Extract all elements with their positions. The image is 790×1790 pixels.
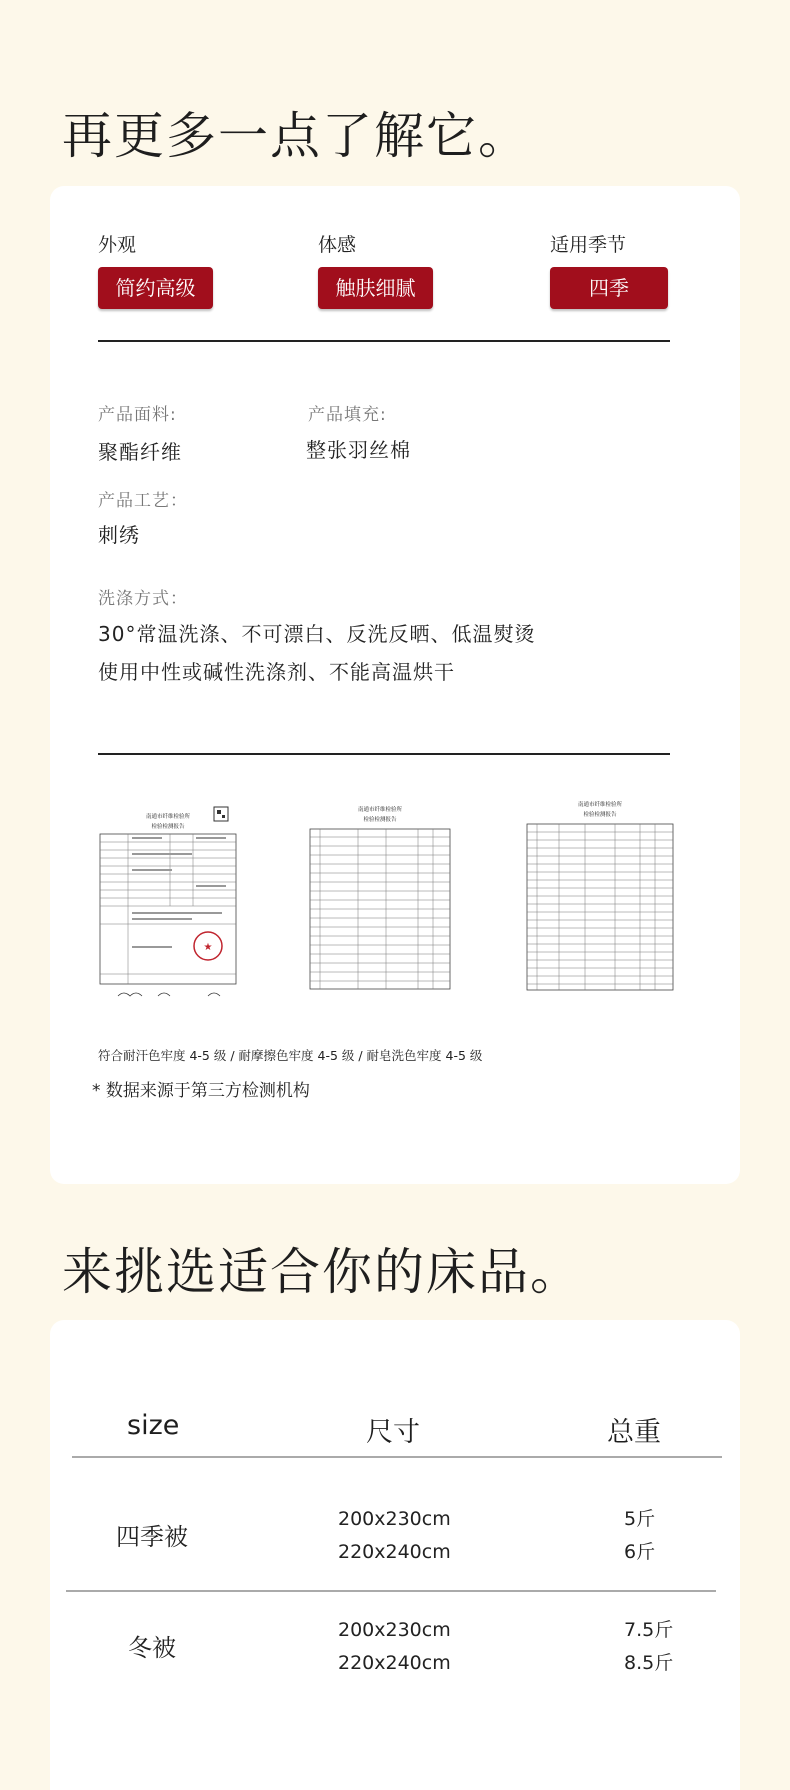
weight-value: 8.5斤 <box>624 1652 674 1674</box>
craft-value: 刺绣 <box>98 523 140 547</box>
divider <box>98 753 670 755</box>
weight-value: 5斤 <box>624 1508 656 1530</box>
report-subtitle: 检验检测报告 <box>363 817 397 823</box>
header-dimensions: 尺寸 <box>366 1417 420 1448</box>
row-divider <box>66 1590 716 1592</box>
fill-value: 整张羽丝棉 <box>306 438 411 462</box>
color-fastness-note: 符合耐汗色牢度 4-5 级 / 耐摩擦色牢度 4-5 级 / 耐皂洗色牢度 4-5 级 <box>98 1048 483 1063</box>
size-table-card <box>50 1320 740 1790</box>
feature-label: 外观 <box>98 234 137 256</box>
test-report-image-2 <box>308 801 453 1001</box>
fabric-label: 产品面料: <box>98 405 177 425</box>
feature-tag: 简约高级 <box>98 267 213 309</box>
row-weights <box>624 1503 655 1569</box>
product-details-card <box>50 186 740 1184</box>
dimension-value: 220x240cm <box>338 1541 451 1563</box>
row-weights <box>624 1614 673 1680</box>
wash-label: 洗涤方式： <box>98 589 188 609</box>
feature-label: 适用季节 <box>550 234 627 256</box>
row-name-winter: 冬被 <box>128 1634 176 1662</box>
report-title: 南通市纤维检验所 <box>145 814 191 820</box>
weight-value: 6斤 <box>624 1541 656 1563</box>
section-title-choose-bedding: 来挑选适合你的床品。 <box>62 1243 582 1301</box>
data-source-note: * 数据来源于第三方检测机构 <box>92 1081 310 1101</box>
section-title-learn-more: 再更多一点了解它。 <box>62 107 530 165</box>
dimension-value: 220x240cm <box>338 1652 451 1674</box>
weight-value: 7.5斤 <box>624 1619 674 1641</box>
dimension-value: 200x230cm <box>338 1619 451 1641</box>
row-dimensions <box>338 1503 451 1569</box>
test-report-image-1 <box>98 806 238 1006</box>
svg-text:★: ★ <box>203 942 213 953</box>
wash-instructions-line2: 使用中性或碱性洗涤剂、不能高温烘干 <box>98 660 455 684</box>
feature-feel <box>318 230 433 309</box>
craft-label: 产品工艺： <box>98 491 188 511</box>
header-weight: 总重 <box>607 1417 661 1448</box>
header-size: size <box>127 1410 180 1441</box>
feature-tag: 触肤细腻 <box>318 267 433 309</box>
report-subtitle: 检验检测报告 <box>151 824 185 830</box>
feature-season <box>550 230 668 309</box>
report-title: 南通市纤维检验所 <box>577 802 623 808</box>
report-title: 南通市纤维检验所 <box>357 807 403 813</box>
fabric-value: 聚酯纤维 <box>98 440 182 464</box>
feature-tag: 四季 <box>550 267 668 309</box>
header-divider <box>72 1456 722 1458</box>
report-subtitle: 检验检测报告 <box>583 812 617 818</box>
divider <box>98 340 670 342</box>
dimension-value: 200x230cm <box>338 1508 451 1530</box>
feature-appearance <box>98 230 213 309</box>
row-dimensions <box>338 1614 451 1680</box>
fill-label: 产品填充: <box>308 405 387 425</box>
test-report-image-3 <box>525 796 675 996</box>
wash-instructions-line1: 30°常温洗涤、不可漂白、反洗反晒、低温熨烫 <box>98 622 536 646</box>
row-name-four-season: 四季被 <box>116 1523 188 1551</box>
feature-label: 体感 <box>318 234 357 256</box>
